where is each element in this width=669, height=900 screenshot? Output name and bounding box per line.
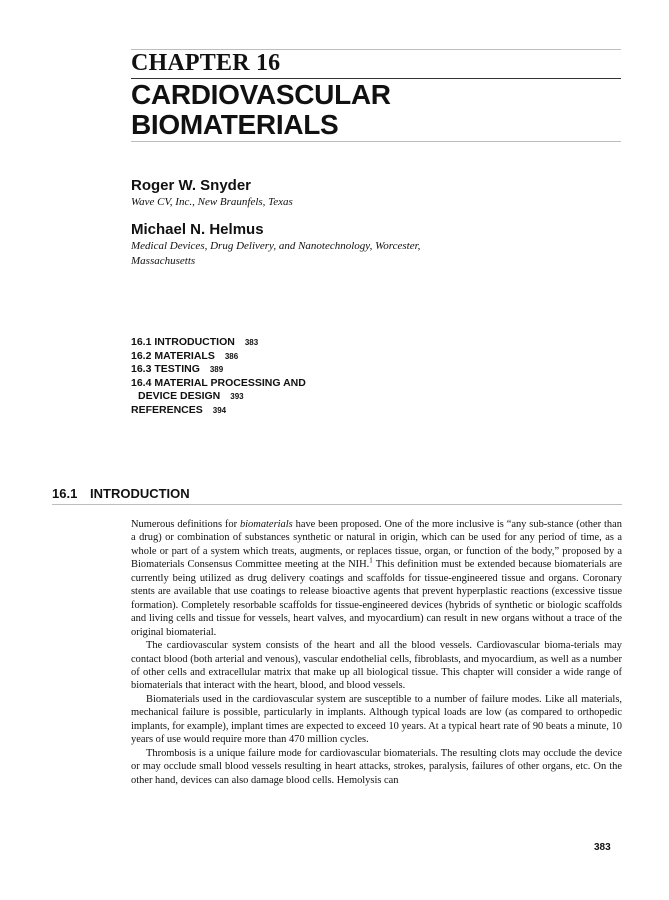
toc-label: 16.2 MATERIALS: [131, 349, 215, 362]
author-name-1: Roger W. Snyder: [131, 177, 252, 194]
toc-page: 394: [212, 405, 227, 415]
affiliation-line: Massachusetts: [131, 255, 196, 267]
toc-label: 16.1 INTRODUCTION: [131, 336, 235, 348]
text-span: This definition must be extended because biomaterials are currently being utilized as drug delivery coatings and scaffolds for tissue-engineered tissue and organs. Coronary stents are available that use coatings to release bioactive agents that prevent hyperplastic reactions (excessive tissue formation). Completely resorbable scaffolds for tissue-engineered devices (hybrids of synthetic or biologic scaffolds and living cells and tissue for vessels, heart valves, and myocardium) can result in new organs without a trace of the original biomaterial.: [131, 559, 622, 638]
chapter-title-line1: CARDIOVASCULAR: [131, 79, 391, 110]
section-number: 16.1: [52, 486, 78, 501]
text-span: have been proposed. One of the more inclusive is “any sub-stance (other than a drug) or combination of substances synthetic or natural in origin, which can be used for any period of time, as a whole or part of a system which treats, augments, or replaces tissue, organ, or function of the body,” proposed by a Biomaterials Consensus Committee meeting at the NIH.: [131, 519, 622, 571]
page-number: 383: [594, 842, 611, 853]
title-rule: [131, 141, 621, 142]
section-heading: [52, 486, 190, 501]
chapter-title-line2: BIOMATERIALS: [131, 109, 339, 140]
paragraph-2: The cardiovascular system consists of the heart and all the blood vessels. Cardiovascular bioma-terials may contact blood (both arterial and venous), vascular endothelial cells, fibroblasts, and myocardium, as well as a number of other cells and extracellular matrix that make up all biological tissue. This chapter will consider a wide range of biomaterials that interact with the heart, blood, and blood vessels.: [131, 640, 622, 692]
toc-page: 383: [244, 338, 259, 347]
section-title: INTRODUCTION: [90, 486, 190, 501]
author-affiliation-2: [131, 239, 531, 269]
toc-label: DEVICE DESIGN: [138, 390, 221, 403]
citation-superscript[interactable]: 1: [369, 556, 373, 565]
table-of-contents: [131, 336, 306, 418]
toc-page: 389: [209, 365, 224, 375]
author-affiliation-1: [131, 195, 531, 210]
chapter-title: [131, 80, 391, 140]
text-span: Numerous definitions for: [131, 519, 240, 530]
paragraph-3: Biomaterials used in the cardiovascular system are susceptible to a number of failure modes. Like all materials, mechanical failure is possible, particularly in implants. Although typical loads are low (as compared to orthopedic implants, for example), implant times are expected to exceed 10 years. At a typical heart rate of 90 beats a minute, 10 years of use would require more than 470 million cycles.: [131, 693, 622, 746]
toc-entry[interactable]: [131, 404, 306, 418]
toc-label: 16.4 MATERIAL PROCESSING AND: [131, 376, 306, 389]
toc-entry[interactable]: [131, 377, 306, 391]
affiliation-line: Wave CV, Inc., New Braunfels, Texas: [131, 196, 293, 208]
toc-label: 16.3 TESTING: [131, 363, 200, 376]
paragraph-4: Thrombosis is a unique failure mode for cardiovascular biomaterials. The resulting clots may occlude the device or may occlude small blood vessels resulting in heart attacks, strokes, paralysis, failures of other organs, etc. On the other hand, devices can also damage blood cells. Hemolysis can: [131, 747, 622, 786]
toc-entry[interactable]: [131, 336, 306, 350]
toc-entry[interactable]: [131, 363, 306, 377]
body-text: [131, 518, 622, 787]
toc-entry[interactable]: [131, 350, 306, 364]
affiliation-line: Medical Devices, Drug Delivery, and Nanotechnology, Worcester,: [131, 240, 421, 252]
paragraph-1: [131, 518, 622, 639]
chapter-label: CHAPTER 16: [131, 50, 281, 76]
section-rule: [52, 504, 622, 505]
author-name-2: Michael N. Helmus: [131, 221, 264, 238]
toc-page: 393: [230, 392, 244, 402]
toc-entry[interactable]: [131, 390, 306, 404]
toc-page: 386: [224, 351, 239, 361]
toc-label: REFERENCES: [131, 403, 203, 416]
emphasis-term: biomaterials: [239, 519, 293, 530]
